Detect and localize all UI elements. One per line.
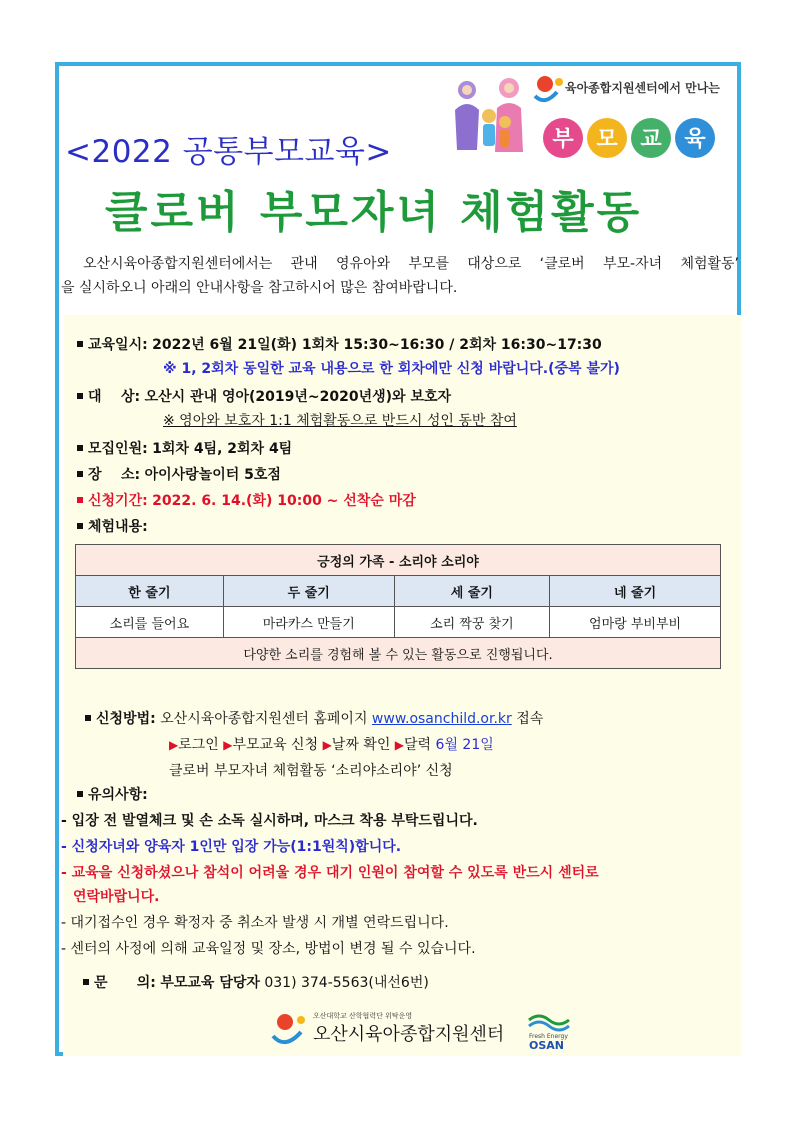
logo-syllable-4: 육 <box>684 127 706 152</box>
note-item: 연락바랍니다. <box>73 889 160 905</box>
triangle-right-icon: ▶ <box>322 738 332 752</box>
intro-line-2: 을 실시하오니 아래의 안내사항을 참고하시어 많은 참여바랍니다. <box>61 280 458 296</box>
logo-syllable-2: 모 <box>596 127 618 152</box>
apply-text-after: 접속 <box>516 711 544 727</box>
apply-step: 부모교육 신청 <box>232 737 319 753</box>
bullet-icon <box>77 497 83 503</box>
header-logo <box>447 70 737 166</box>
step-header: 두 줄기 <box>223 576 394 607</box>
bullet-icon <box>85 715 91 721</box>
step-value: 소리 짝꿍 찾기 <box>394 607 549 638</box>
note-item: - 신청자녀와 양육자 1인만 입장 가능(1:1원칙)합니다. <box>61 839 402 855</box>
notes-label: 유의사항: <box>88 787 148 803</box>
schedule-row <box>77 334 602 354</box>
contact-label: 문 의: <box>94 975 156 991</box>
activity-note: 다양한 소리를 경험해 볼 수 있는 활동으로 진행됩니다. <box>76 638 721 669</box>
contact-person: 부모교육 담당자 <box>160 975 260 991</box>
footer-brand-small: Fresh Energy <box>529 1033 568 1040</box>
apply-row <box>85 708 543 728</box>
osan-brand-icon <box>529 1016 569 1030</box>
logo-caption: 육아종합지원센터에서 만나는 <box>565 81 720 95</box>
step-header: 한 줄기 <box>76 576 224 607</box>
place-label: 장 소: <box>88 467 141 483</box>
bullet-icon <box>77 393 83 399</box>
apply-label: 신청방법: <box>96 711 156 727</box>
period-row <box>77 490 416 510</box>
note-item: - 센터의 사정에 의해 교육일정 및 장소, 방법이 변경 될 수 있습니다. <box>61 941 476 957</box>
logo-syllable-1: 부 <box>552 127 574 152</box>
target-label: 대 상: <box>88 389 141 405</box>
apply-step: 날짜 확인 <box>331 737 391 753</box>
center-logo-icon <box>535 76 563 100</box>
apply-step: 달력 <box>404 737 432 753</box>
capacity-label: 모집인원: <box>88 441 148 457</box>
apply-step-date: 6월 21일 <box>435 737 494 753</box>
apply-text: 오산시육아종합지원센터 홈페이지 <box>160 711 368 727</box>
bullet-icon <box>77 523 83 529</box>
place-value: 아이사랑놀이터 5호점 <box>144 467 281 483</box>
step-value: 소리를 들어요 <box>76 607 224 638</box>
schedule-label: 교육일시: <box>88 337 148 353</box>
bullet-icon <box>77 791 83 797</box>
notes-row <box>77 784 148 804</box>
footer-brand: OSAN <box>529 1039 564 1052</box>
logo-syllable-3: 교 <box>640 127 662 152</box>
content-label: 체험내용: <box>88 519 148 535</box>
step-value: 엄마랑 부비부비 <box>550 607 721 638</box>
table-row <box>76 638 721 669</box>
intro-paragraph <box>61 252 739 300</box>
footer-org-small: 오산대학교 산학협력단 위탁운영 <box>313 1012 413 1020</box>
apply-steps <box>169 734 494 754</box>
activity-table <box>75 544 721 669</box>
logo-syllables <box>543 118 715 158</box>
triangle-right-icon: ▶ <box>394 738 405 752</box>
bullet-icon <box>77 341 83 347</box>
content-row <box>77 516 148 536</box>
title-main: 클로버 부모자녀 체험활동 <box>105 187 643 238</box>
homepage-link[interactable]: www.osanchild.or.kr <box>371 711 512 727</box>
triangle-right-icon: ▶ <box>223 738 233 752</box>
footer-org-name: 오산시육아종합지원센터 <box>313 1024 505 1045</box>
center-logo-icon <box>273 1014 305 1042</box>
family-illustration-icon <box>455 78 523 152</box>
period-label: 신청기간: <box>88 493 148 509</box>
bullet-icon <box>83 979 89 985</box>
footer-logo <box>267 1008 585 1052</box>
capacity-value: 1회차 4팀, 2회차 4팀 <box>152 441 293 457</box>
apply-final: 클로버 부모자녀 체험활동 ‘소리야소리야’ 신청 <box>169 763 453 779</box>
table-row <box>76 607 721 638</box>
schedule-note: ※ 1, 2회차 동일한 교육 내용으로 한 회차에만 신청 바랍니다.(중복 불가) <box>163 361 620 377</box>
step-header: 네 줄기 <box>550 576 721 607</box>
intro-line-1: 오산시육아종합지원센터에서는 관내 영유아와 부모를 대상으로 ‘클로버 부모-자녀 체험활동’ <box>83 256 739 272</box>
title-subtitle: <2022 공통부모교육> <box>65 134 392 170</box>
bullet-icon <box>77 445 83 451</box>
note-item: - 교육을 신청하셨으나 참석이 어려울 경우 대기 인원이 참여할 수 있도록 반드시 센터로 <box>61 865 599 881</box>
contact-row <box>83 972 429 992</box>
triangle-right-icon: ▶ <box>169 738 179 752</box>
step-value: 마라카스 만들기 <box>223 607 394 638</box>
target-note: ※ 영아와 보호자 1:1 체험활동으로 반드시 성인 동반 참여 <box>163 413 517 429</box>
target-row <box>77 386 451 406</box>
step-header: 세 줄기 <box>394 576 549 607</box>
note-item: - 입장 전 발열체크 및 손 소독 실시하며, 마스크 착용 부탁드립니다. <box>61 813 478 829</box>
place-row <box>77 464 281 484</box>
note-item: - 대기접수인 경우 확정자 중 취소자 발생 시 개별 연락드립니다. <box>61 915 449 931</box>
activity-title: 긍정의 가족 - 소리야 소리야 <box>76 545 721 576</box>
table-row <box>76 576 721 607</box>
bullet-icon <box>77 471 83 477</box>
apply-step: 로그인 <box>178 737 219 753</box>
table-header-row <box>76 545 721 576</box>
target-value: 오산시 관내 영아(2019년~2020년생)와 보호자 <box>144 389 452 405</box>
schedule-value: 2022년 6월 21일(화) 1회차 15:30~16:30 / 2회차 16:30~17:30 <box>152 337 602 353</box>
poster-frame <box>55 62 741 1056</box>
contact-phone: 031) 374-5563(내선6번) <box>264 975 429 991</box>
capacity-row <box>77 438 292 458</box>
period-value: 2022. 6. 14.(화) 10:00 ~ 선착순 마감 <box>152 493 416 509</box>
